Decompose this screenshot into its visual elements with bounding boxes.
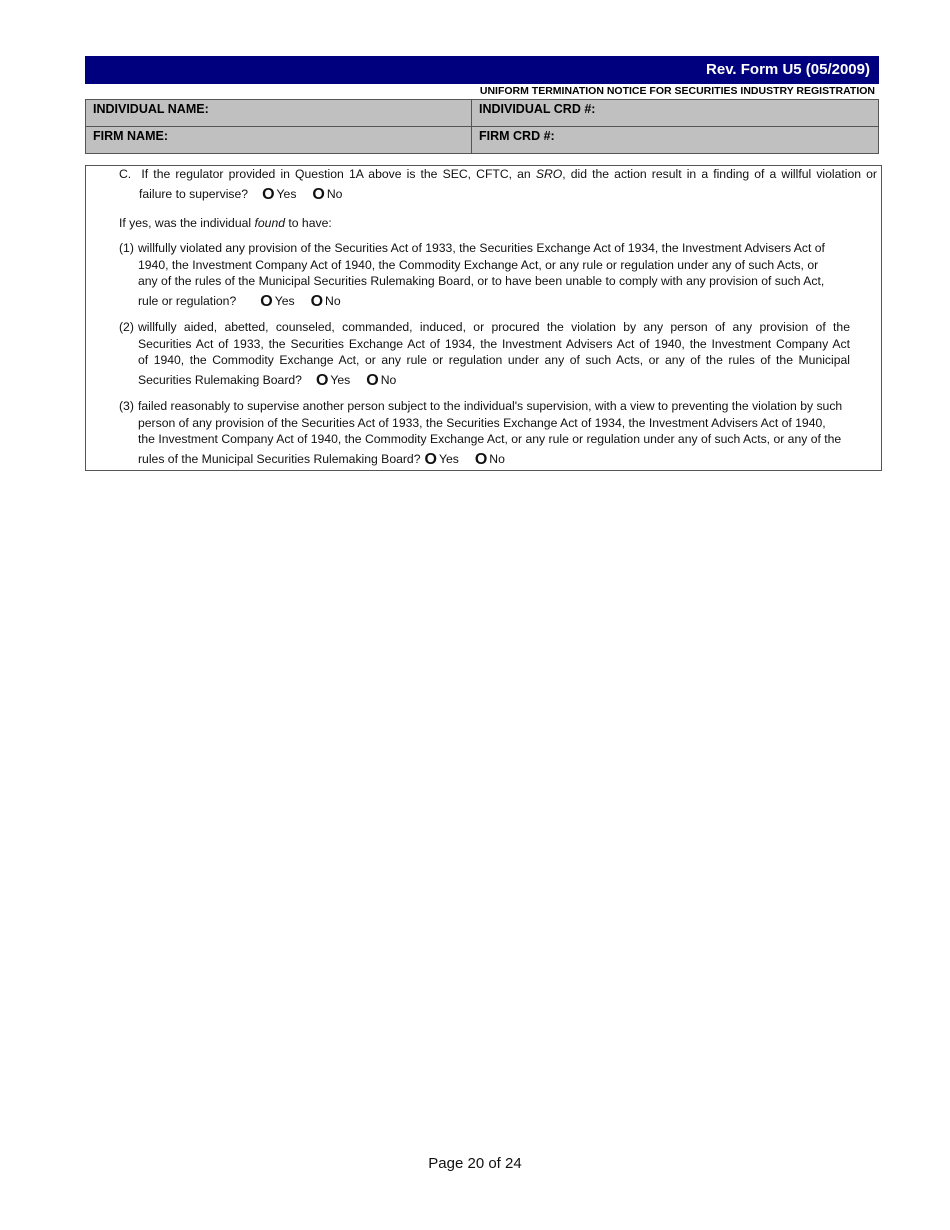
yes-label: Yes [276, 186, 297, 201]
item-2-number: (2) [119, 320, 134, 334]
question-c-text-b: , did the action result in a finding of a willful violation or [562, 167, 877, 181]
item-2-line4 [138, 372, 850, 390]
if-yes-text-b: to have: [285, 216, 332, 230]
question-c-text-a: If the regulator provided in Question 1A above is the SEC, CFTC, an [141, 167, 536, 181]
no-label: No [489, 451, 505, 466]
item-3-yes-radio[interactable]: O [424, 450, 437, 468]
item-3-no-radio[interactable]: O [474, 450, 488, 468]
item-1-line4 [138, 293, 850, 311]
item-3 [138, 398, 858, 468]
question-c-line2 [119, 186, 877, 204]
individual-crd-field[interactable] [471, 100, 878, 126]
firm-crd-label: FIRM CRD #: [479, 129, 555, 143]
item-3-line3: the Investment Company Act of 1940, the Commodity Exchange Act, or any rule or regulation under any of such Acts, or any of the [138, 432, 842, 446]
question-c-yes-radio[interactable]: O [262, 185, 275, 203]
individual-crd-label: INDIVIDUAL CRD #: [479, 102, 596, 116]
item-2-no-radio[interactable]: O [366, 371, 379, 389]
item-1-question-end: rule or regulation? [138, 293, 237, 308]
no-label: No [380, 372, 397, 387]
item-3-line4 [138, 451, 858, 469]
identification-table [85, 99, 879, 154]
question-c-letter: C. [119, 167, 132, 181]
item-3-question-end: rules of the Municipal Securities Rulemaking Board? [138, 451, 421, 466]
item-2 [138, 319, 850, 389]
question-section [85, 165, 882, 471]
sro-term: SRO [535, 167, 563, 181]
yes-label: Yes [330, 372, 351, 387]
firm-crd-field[interactable] [471, 126, 878, 153]
item-2-line1: willfully aided, abetted, counseled, commanded, induced, or procured the violation by any person of any provision of the [138, 320, 850, 334]
item-1-no-radio[interactable]: O [310, 292, 324, 310]
question-c [119, 166, 877, 203]
question-c-line1 [119, 166, 877, 183]
item-1-line2: 1940, the Investment Company Act of 1940, the Commodity Exchange Act, or any rule or regulation under any of such Acts, or [138, 257, 819, 272]
form-subtitle: UNIFORM TERMINATION NOTICE FOR SECURITIES INDUSTRY REGISTRATION [479, 85, 875, 97]
item-2-line3: of 1940, the Commodity Exchange Act, or any rule or regulation under any of such Acts, or any of the rules of the Municipal [138, 353, 850, 367]
form-title: Rev. Form U5 (05/2009) [706, 61, 870, 78]
if-yes-prompt [119, 215, 332, 232]
question-c-text-c: failure to supervise? [139, 186, 249, 201]
no-label: No [325, 293, 341, 308]
item-3-number: (3) [119, 399, 134, 413]
item-1-line3: any of the rules of the Municipal Securities Rulemaking Board, or to have been unable to comply with any provision of such Act, [138, 274, 825, 288]
item-3-line2: person of any provision of the Securities Act of 1933, the Securities Exchange Act of 1934, the Investment Advisers Act of 1940, [138, 415, 826, 430]
item-1-number: (1) [119, 241, 134, 255]
item-1 [138, 240, 850, 310]
question-c-no-radio[interactable]: O [312, 185, 325, 203]
item-3-line1: failed reasonably to supervise another person subject to the individual's supervision, with a view to preventing the violation by such [138, 399, 843, 413]
if-yes-found: found [254, 216, 285, 230]
form-title-banner [85, 56, 879, 84]
individual-name-field[interactable] [86, 100, 471, 126]
yes-label: Yes [438, 451, 459, 466]
yes-label: Yes [274, 293, 295, 308]
firm-name-field[interactable] [86, 126, 471, 153]
item-2-question-end: Securities Rulemaking Board? [138, 372, 302, 387]
item-2-line2: Securities Act of 1933, the Securities Exchange Act of 1934, the Investment Advisers Act of 1940, the Investment Company Act [138, 336, 850, 351]
firm-name-label: FIRM NAME: [93, 129, 168, 143]
page-number: Page 20 of 24 [428, 1155, 522, 1172]
item-1-yes-radio[interactable]: O [260, 292, 273, 310]
item-1-line1: willfully violated any provision of the Securities Act of 1933, the Securities Exchange Act of 1934, the Investment Advisers Act of [138, 241, 825, 255]
individual-name-label: INDIVIDUAL NAME: [93, 102, 209, 116]
item-2-yes-radio[interactable]: O [315, 371, 329, 389]
no-label: No [326, 186, 343, 201]
if-yes-text-a: If yes, was the individual [119, 216, 255, 230]
